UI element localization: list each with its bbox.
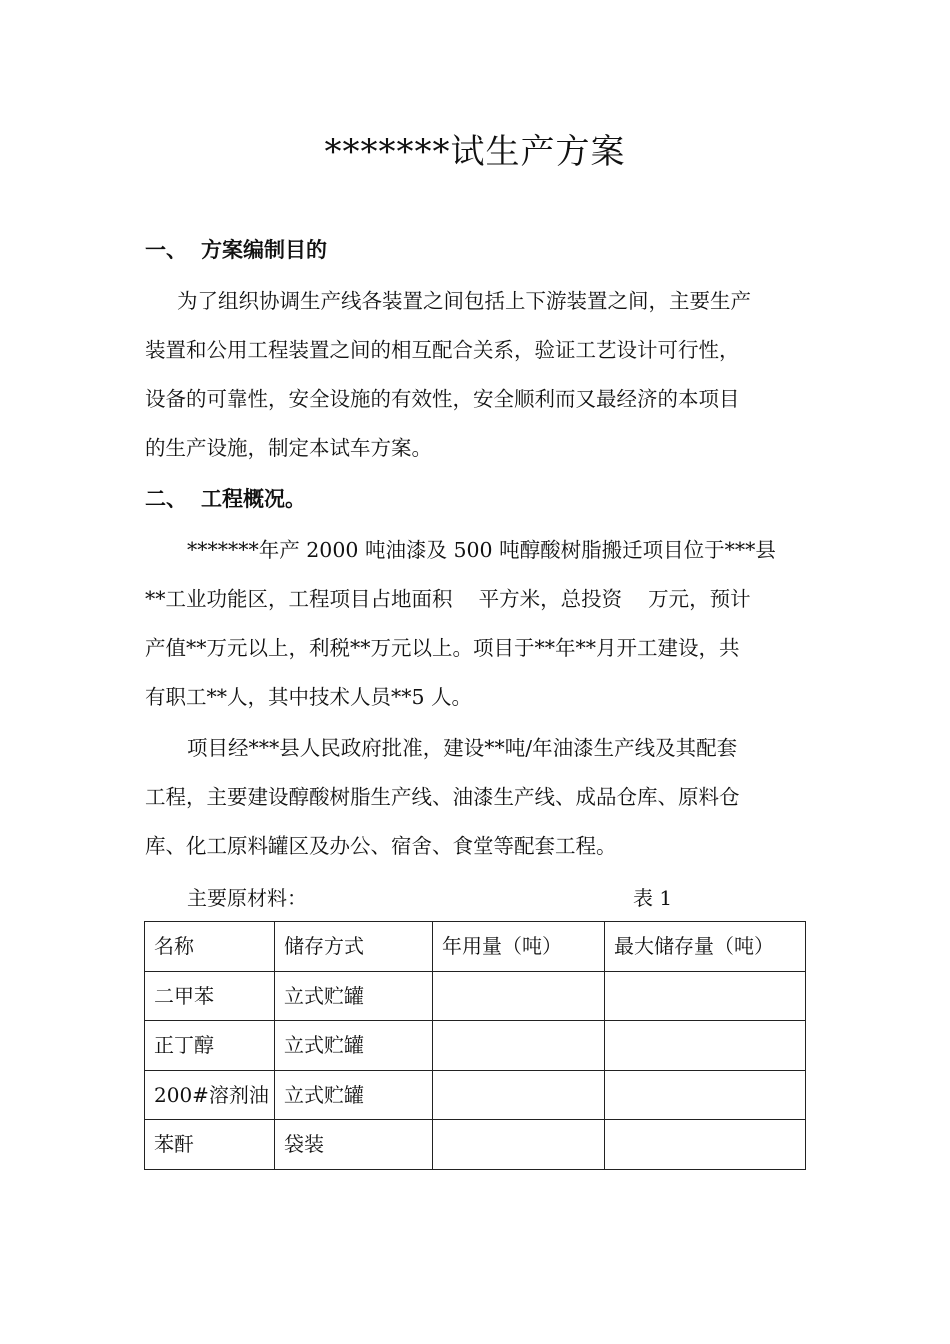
table-cell	[605, 1120, 806, 1170]
table-row	[145, 1120, 806, 1170]
paragraph-line: *******年产 2000 吨油漆及 500 吨醇酸树脂搬迁项目位于***县	[187, 538, 776, 562]
paragraph-line: 为了组织协调生产线各装置之间包括上下游装置之间，主要生产	[177, 289, 751, 313]
paragraph-line: 设备的可靠性，安全设施的有效性，安全顺利而又最经济的本项目	[145, 387, 740, 411]
header-name: 名称	[145, 922, 275, 972]
table-cell: 立式贮罐	[275, 1021, 433, 1071]
paragraph-line: 库、化工原料罐区及办公、宿舍、食堂等配套工程。	[145, 834, 617, 858]
table-number-label: 表 1	[633, 886, 673, 910]
table-row	[145, 1070, 806, 1120]
table-cell	[433, 1070, 605, 1120]
header-max-storage: 最大储存量（吨）	[605, 922, 806, 972]
table-caption: 主要原材料：	[187, 886, 307, 910]
section-heading-purpose	[145, 235, 327, 265]
table-row	[145, 1021, 806, 1071]
table-cell: 二甲苯	[145, 971, 275, 1021]
section-heading-overview	[145, 484, 306, 514]
table-cell: 200#溶剂油	[145, 1070, 275, 1120]
table-cell	[433, 1021, 605, 1071]
header-annual-usage: 年用量（吨）	[433, 922, 605, 972]
table-cell: 袋装	[275, 1120, 433, 1170]
table-cell	[605, 1021, 806, 1071]
table-cell	[433, 971, 605, 1021]
header-storage-method: 储存方式	[275, 922, 433, 972]
table-cell: 苯酐	[145, 1120, 275, 1170]
table-cell	[605, 971, 806, 1021]
table-cell	[433, 1120, 605, 1170]
table-cell	[605, 1070, 806, 1120]
paragraph-line: 的生产设施，制定本试车方案。	[145, 436, 432, 460]
paragraph-line: **工业功能区，工程项目占地面积 平方米，总投资 万元，预计	[145, 587, 751, 611]
table-row	[145, 971, 806, 1021]
table-header-row	[145, 922, 806, 972]
paragraph-line: 产值**万元以上，利税**万元以上。项目于**年**月开工建设，共	[145, 636, 740, 660]
paragraph-line: 项目经***县人民政府批准，建设**吨/年油漆生产线及其配套	[187, 736, 738, 760]
section-title: 工程概况。	[201, 487, 306, 511]
table-cell: 立式贮罐	[275, 971, 433, 1021]
document-title: *******试生产方案	[324, 132, 626, 172]
section-title: 方案编制目的	[201, 238, 327, 262]
materials-table	[144, 921, 806, 1170]
paragraph-line: 工程，主要建设醇酸树脂生产线、油漆生产线、成品仓库、原料仓	[145, 785, 740, 809]
section-number: 二、	[145, 487, 187, 511]
table-cell: 立式贮罐	[275, 1070, 433, 1120]
table-cell: 正丁醇	[145, 1021, 275, 1071]
paragraph-line: 有职工**人，其中技术人员**5 人。	[145, 685, 473, 709]
section-number: 一、	[145, 238, 187, 262]
paragraph-line: 装置和公用工程装置之间的相互配合关系，验证工艺设计可行性，	[145, 338, 740, 362]
